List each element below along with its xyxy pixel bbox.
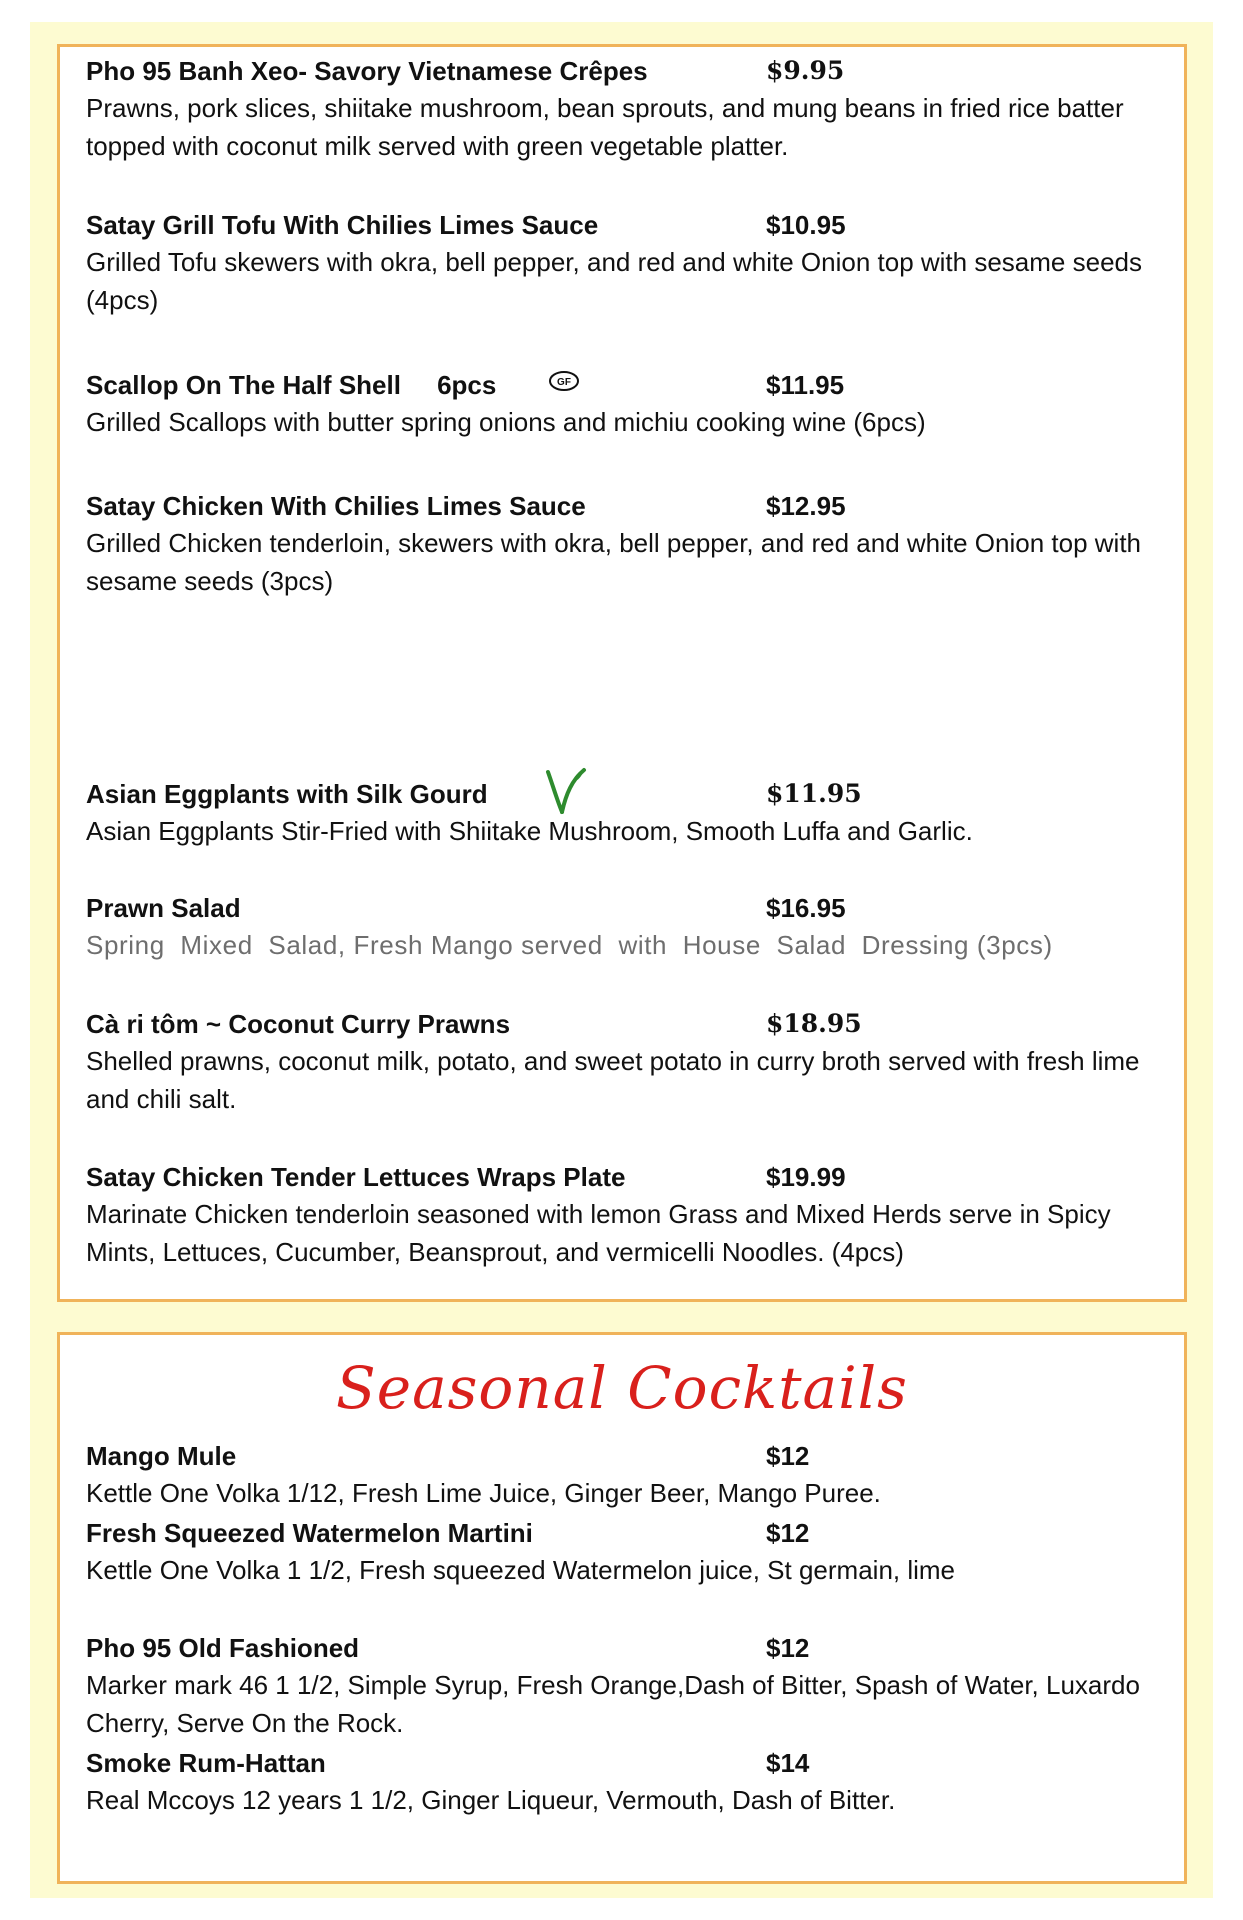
item-description: Kettle One Volka 1 1/2, Fresh squeezed Watermelon juice, St germain, lime xyxy=(86,1555,956,1585)
item-description: Grilled Tofu skewers with okra, bell pepper, and red and white Onion top with sesame seeds (4pcs) xyxy=(86,247,1142,315)
cocktail-item xyxy=(86,1515,1166,1589)
item-description: Grilled Scallops with butter spring onions and michiu cooking wine (6pcs) xyxy=(86,407,926,437)
cocktail-item xyxy=(86,1630,1166,1742)
item-price: $12 xyxy=(766,1518,810,1548)
cocktails-section xyxy=(57,1332,1187,1884)
menu-item xyxy=(86,207,1166,319)
cocktail-item xyxy=(86,1438,1166,1512)
item-description: Prawns, pork slices, shiitake mushroom, bean sprouts, and mung beans in fried rice batter topped with coconut milk served with green vegetable platter. xyxy=(86,93,1124,161)
menu-item xyxy=(86,776,1166,850)
item-description: Grilled Chicken tenderloin, skewers with okra, bell pepper, and red and white Onion top with sesame seeds (3pcs) xyxy=(86,528,1142,596)
item-description: Spring Mixed Salad, Fresh Mango served with House Salad Dressing (3pcs) xyxy=(86,930,1053,960)
menu-item xyxy=(86,890,1166,964)
item-price: $11.95 xyxy=(766,370,845,400)
item-name: Pho 95 Old Fashioned xyxy=(86,1633,360,1663)
item-name: Satay Grill Tofu With Chilies Limes Sauce xyxy=(86,210,599,240)
menu-item xyxy=(86,488,1166,600)
item-price: $11.95 xyxy=(766,779,862,808)
item-name: Smoke Rum-Hattan xyxy=(86,1748,326,1778)
item-price: $10.95 xyxy=(766,210,846,240)
menu-item xyxy=(86,1159,1166,1271)
item-description: Kettle One Volka 1/12, Fresh Lime Juice, Ginger Beer, Mango Puree. xyxy=(86,1478,881,1508)
item-price: $16.95 xyxy=(766,893,846,923)
vegetarian-leaf-icon xyxy=(544,764,590,816)
item-name: Scallop On The Half Shell 6pcs xyxy=(86,370,497,400)
item-price: $12 xyxy=(766,1633,810,1663)
item-description: Marinate Chicken tenderloin seasoned with lemon Grass and Mixed Herds serve in Spicy Mints, Lettuces, Cucumber, Beansprout, and vermicelli Noodles. (4pcs) xyxy=(86,1199,1111,1267)
item-price: $18.95 xyxy=(766,1009,862,1038)
item-price: $14 xyxy=(766,1748,810,1778)
item-description: Real Mccoys 12 years 1 1/2, Ginger Liqueur, Vermouth, Dash of Bitter. xyxy=(86,1785,896,1815)
item-price: $12.95 xyxy=(766,491,846,521)
section-title: Seasonal Cocktails xyxy=(336,1354,908,1422)
item-name: Pho 95 Banh Xeo- Savory Vietnamese Crêpes xyxy=(86,56,648,86)
menu-item xyxy=(86,53,1166,165)
cocktail-item xyxy=(86,1745,1166,1819)
item-name: Fresh Squeezed Watermelon Martini xyxy=(86,1518,533,1548)
item-name: Satay Chicken With Chilies Limes Sauce xyxy=(86,491,586,521)
item-name: Cà ri tôm ~ Coconut Curry Prawns xyxy=(86,1009,511,1039)
item-name: Prawn Salad xyxy=(86,893,241,923)
item-price: $19.99 xyxy=(766,1162,846,1192)
item-description: Shelled prawns, coconut milk, potato, and sweet potato in curry broth served with fresh lime and chili salt. xyxy=(86,1046,1140,1114)
item-description: Marker mark 46 1 1/2, Simple Syrup, Fresh Orange,Dash of Bitter, Spash of Water, Luxardo Cherry, Serve On the Rock. xyxy=(86,1670,1140,1738)
gluten-free-icon xyxy=(548,370,580,392)
menu-item xyxy=(86,367,1166,441)
item-description: Asian Eggplants Stir-Fried with Shiitake Mushroom, Smooth Luffa and Garlic. xyxy=(86,816,973,846)
menu-item xyxy=(86,1006,1166,1118)
item-name: Mango Mule xyxy=(86,1441,237,1471)
specials-section xyxy=(57,44,1187,1302)
gluten-free-label: GF xyxy=(557,377,571,388)
item-price: $9.95 xyxy=(766,56,845,85)
item-price: $12 xyxy=(766,1441,810,1471)
item-name: Asian Eggplants with Silk Gourd xyxy=(86,779,488,809)
item-name: Satay Chicken Tender Lettuces Wraps Plate xyxy=(86,1162,626,1192)
